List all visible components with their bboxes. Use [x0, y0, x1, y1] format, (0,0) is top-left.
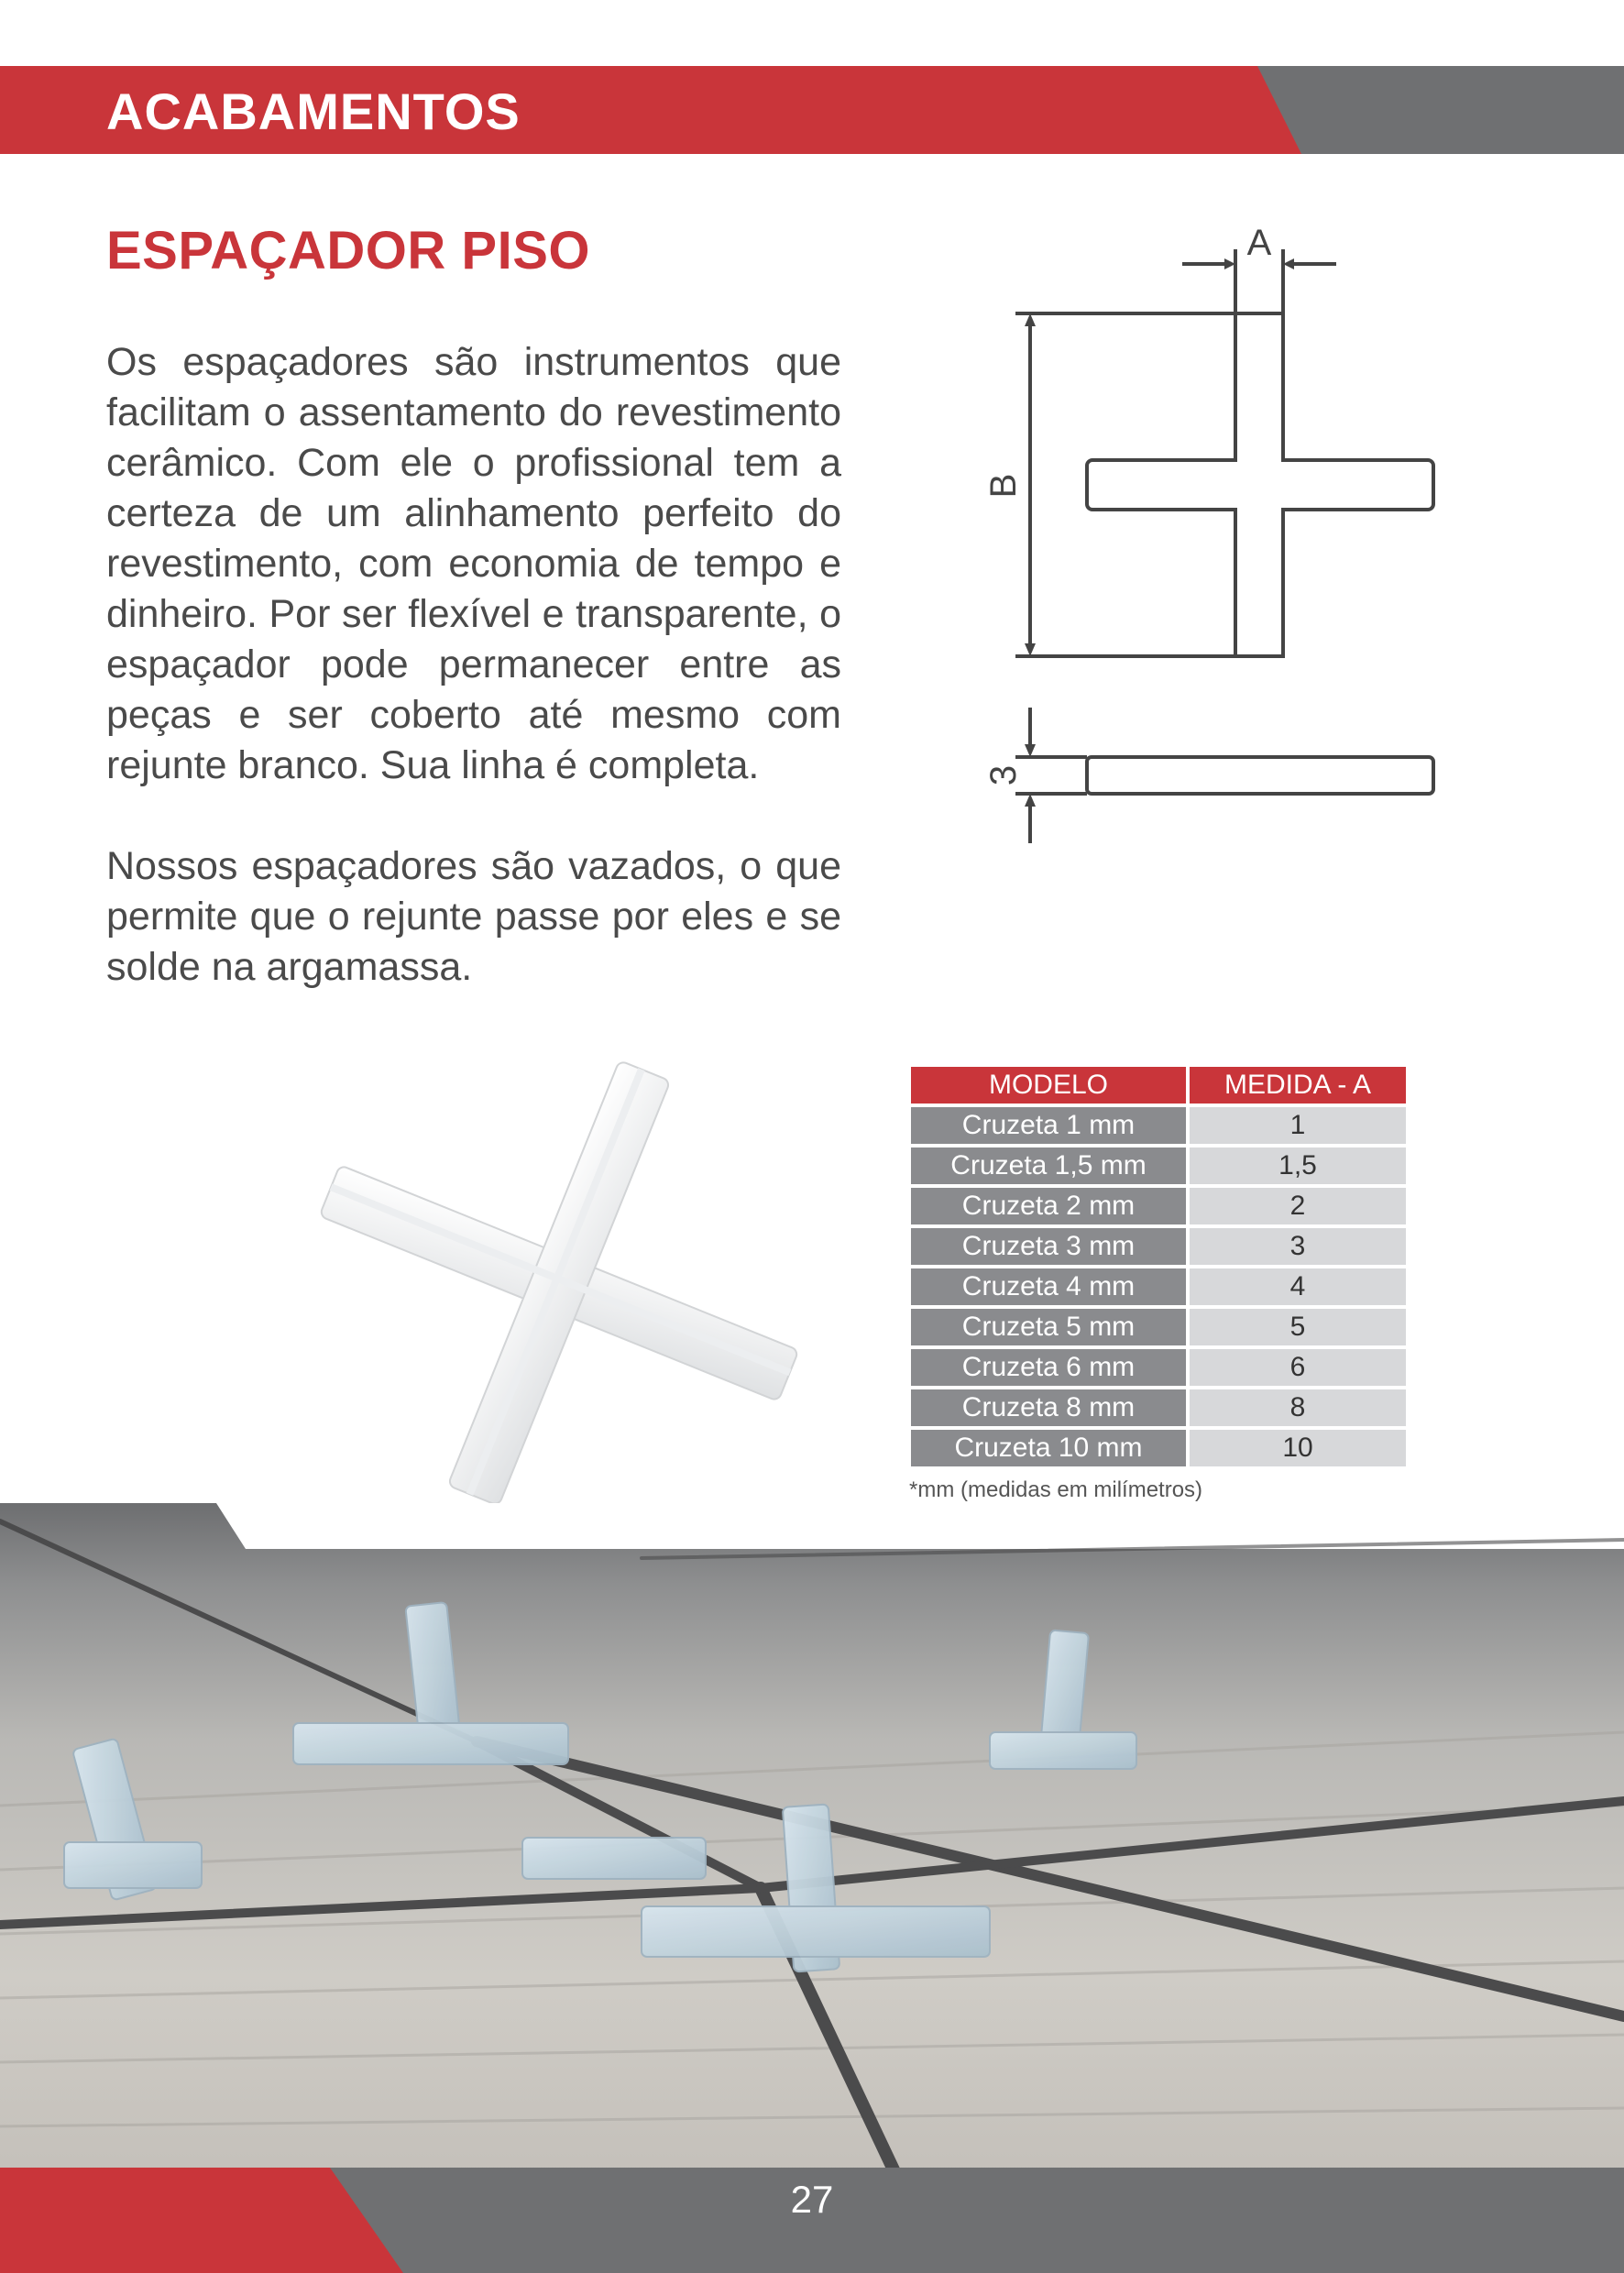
cell-modelo: Cruzeta 10 mm: [911, 1430, 1186, 1466]
cell-medida: 1,5: [1190, 1147, 1406, 1184]
table-row: [911, 1309, 1406, 1345]
table-header-row: [911, 1067, 1406, 1104]
spacer-product-image: [302, 1045, 816, 1521]
cell-medida: 1: [1190, 1107, 1406, 1144]
cell-medida: 3: [1190, 1228, 1406, 1265]
table-row: [911, 1147, 1406, 1184]
cell-medida: 10: [1190, 1430, 1406, 1466]
cell-modelo: Cruzeta 1,5 mm: [911, 1147, 1186, 1184]
paragraph-intro: Os espaçadores são instrumentos que facilitam o assentamento do revestimento cerâmico. Com ele o profissional tem a certeza de um alinhamento perfeito do revestimento, com economia de tempo e dinheiro. Por ser flexível e transparente, o espaçador pode permanecer entre as peças e ser coberto até mesmo com rejunte branco. Sua linha é completa.: [106, 340, 841, 787]
cell-modelo: Cruzeta 6 mm: [911, 1349, 1186, 1386]
table-row: [911, 1107, 1406, 1144]
cell-modelo: Cruzeta 5 mm: [911, 1309, 1186, 1345]
paragraph-vazados: Nossos espaçadores são vazados, o que permite que o rejunte passe por eles e se solde na argamassa.: [106, 844, 841, 989]
header-medida: MEDIDA - A: [1190, 1067, 1406, 1104]
floor-tiles-photo: [0, 1503, 1624, 2180]
table-footnote: *mm (medidas em milímetros): [909, 1477, 1203, 1502]
cell-medida: 6: [1190, 1349, 1406, 1386]
table-row: [911, 1430, 1406, 1466]
cell-modelo: Cruzeta 2 mm: [911, 1188, 1186, 1224]
page-title: ESPAÇADOR PISO: [106, 221, 591, 280]
cell-medida: 5: [1190, 1309, 1406, 1345]
label-thickness: 3: [983, 764, 1024, 786]
cross-outline: [1087, 313, 1433, 656]
cell-modelo: Cruzeta 8 mm: [911, 1389, 1186, 1426]
spec-table: [907, 1063, 1410, 1470]
label-b: B: [983, 473, 1024, 499]
page-number: 27: [790, 2178, 834, 2221]
header-modelo: MODELO: [911, 1067, 1186, 1104]
cell-medida: 4: [1190, 1268, 1406, 1305]
cell-modelo: Cruzeta 4 mm: [911, 1268, 1186, 1305]
spacer-diagram: [971, 211, 1466, 871]
table-row: [911, 1188, 1406, 1224]
cell-modelo: Cruzeta 1 mm: [911, 1107, 1186, 1144]
section-header: ACABAMENTOS: [106, 82, 521, 140]
label-a: A: [1246, 223, 1272, 263]
table-row: [911, 1389, 1406, 1426]
table-row: [911, 1349, 1406, 1386]
table-row: [911, 1228, 1406, 1265]
table-row: [911, 1268, 1406, 1305]
cell-modelo: Cruzeta 3 mm: [911, 1228, 1186, 1265]
cell-medida: 2: [1190, 1188, 1406, 1224]
cell-medida: 8: [1190, 1389, 1406, 1426]
